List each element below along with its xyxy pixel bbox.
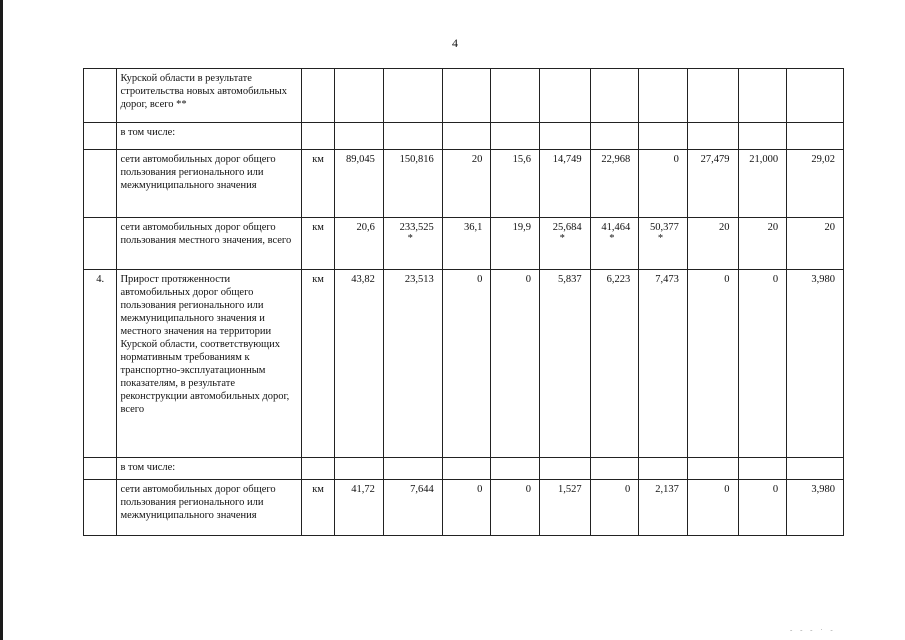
value-text: 15,6	[512, 154, 531, 165]
value-text: 50,377	[649, 222, 679, 233]
value-cell	[687, 150, 738, 218]
value-cell	[787, 150, 844, 218]
footnote-asterisk: *	[657, 233, 664, 244]
value-cell	[442, 150, 491, 218]
value-cell	[738, 458, 787, 480]
value-cell	[738, 480, 787, 536]
value-cell	[491, 458, 540, 480]
value-text: 20	[471, 154, 483, 165]
value-cell	[539, 458, 590, 480]
value-text: 29,02	[811, 154, 835, 165]
unit-cell: км	[301, 480, 334, 536]
value-cell	[738, 150, 787, 218]
value-cell	[383, 218, 442, 270]
table-row	[84, 123, 844, 150]
unit-cell	[301, 69, 334, 123]
value-text: 150,816	[399, 154, 434, 165]
table-row	[84, 458, 844, 480]
value-cell	[442, 458, 491, 480]
value-text: 20,6	[356, 222, 375, 233]
unit-cell: км	[301, 150, 334, 218]
value-cell	[639, 480, 688, 536]
footnote-asterisk: *	[609, 233, 615, 244]
table-row	[84, 218, 844, 270]
footnote-asterisk: *	[559, 233, 565, 244]
value-cell	[738, 270, 787, 458]
value-cell	[442, 69, 491, 123]
value-text: 0	[525, 484, 531, 495]
value-cell	[687, 69, 738, 123]
value-cell	[539, 123, 590, 150]
value-cell	[687, 123, 738, 150]
value-text: 3,980	[811, 274, 835, 285]
value-cell	[590, 270, 639, 458]
indicator-description-cell: в том числе:	[117, 458, 301, 480]
value-cell	[639, 69, 688, 123]
value-text: 6,223	[606, 274, 631, 285]
row-number-cell	[84, 69, 117, 123]
table-row	[84, 150, 844, 218]
row-number-cell	[84, 218, 117, 270]
scan-left-edge	[0, 0, 3, 640]
value-text: 0	[772, 484, 779, 495]
row-number-cell	[84, 123, 117, 150]
value-cell	[787, 218, 844, 270]
value-cell	[539, 218, 590, 270]
value-cell	[442, 123, 491, 150]
value-cell	[639, 218, 688, 270]
value-text: 22,968	[601, 154, 631, 165]
value-cell	[335, 123, 384, 150]
unit-cell: км	[301, 270, 334, 458]
value-cell	[590, 123, 639, 150]
value-cell	[590, 480, 639, 536]
scan-artifact: - - - · -	[790, 626, 836, 634]
row-number-cell: 4.	[84, 270, 117, 458]
value-text: 0	[673, 154, 679, 165]
value-cell	[787, 123, 844, 150]
value-text: 3,980	[811, 484, 835, 495]
value-text: 1,527	[557, 484, 582, 495]
value-cell	[442, 270, 491, 458]
value-cell	[639, 123, 688, 150]
value-text: 43,82	[351, 274, 375, 285]
value-text: 36,1	[463, 222, 483, 233]
value-text: 0	[724, 274, 730, 285]
value-cell	[639, 150, 688, 218]
value-cell	[787, 270, 844, 458]
value-cell	[335, 218, 384, 270]
indicators-table	[83, 68, 844, 536]
value-text: 0	[624, 484, 631, 495]
value-cell	[738, 123, 787, 150]
value-text: 7,644	[410, 484, 434, 495]
value-cell	[539, 480, 590, 536]
indicator-description-cell: в том числе:	[117, 123, 301, 150]
value-cell	[491, 218, 540, 270]
value-cell	[383, 458, 442, 480]
page-number: 4	[452, 36, 458, 50]
value-cell	[590, 69, 639, 123]
value-text: 20	[767, 222, 779, 233]
value-text: 23,513	[404, 274, 434, 285]
value-text: 5,837	[557, 274, 582, 285]
value-cell	[539, 69, 590, 123]
value-cell	[491, 123, 540, 150]
value-cell	[687, 270, 738, 458]
value-cell	[590, 458, 639, 480]
value-text: 233,525	[399, 222, 434, 233]
value-cell	[335, 69, 384, 123]
value-cell	[491, 69, 540, 123]
value-cell	[787, 458, 844, 480]
value-cell	[383, 150, 442, 218]
value-text: 2,137	[655, 484, 679, 495]
value-cell	[491, 150, 540, 218]
value-cell	[383, 270, 442, 458]
value-text: 7,473	[655, 274, 679, 285]
indicator-description-cell: Прирост протяженности автомобильных дорог общего пользования регионального или межмуниципального значения и местного значения на территории Курской области, соответствующих нормативным требованиям к транспортно-эксплуатационным показателям, в результате реконструкции автомобильных дорог, всего	[117, 270, 301, 458]
value-text: 41,72	[351, 484, 375, 495]
unit-cell	[301, 123, 334, 150]
value-text: 41,464	[601, 222, 631, 233]
value-text: 27,479	[700, 154, 730, 165]
value-cell	[442, 218, 491, 270]
value-cell	[687, 458, 738, 480]
indicator-description-cell: сети автомобильных дорог общего пользования местного значения, всего	[117, 218, 301, 270]
value-text: 0	[477, 274, 483, 285]
value-cell	[335, 270, 384, 458]
table-row	[84, 69, 844, 123]
footnote-asterisk: *	[407, 233, 413, 244]
indicator-description-cell: Курской области в результате строительства новых автомобильных дорог, всего **	[117, 69, 301, 123]
row-number-cell	[84, 150, 117, 218]
value-text: 20	[719, 222, 730, 233]
value-cell	[383, 69, 442, 123]
value-cell	[539, 270, 590, 458]
value-cell	[787, 480, 844, 536]
table-body	[84, 69, 844, 536]
unit-cell	[301, 458, 334, 480]
value-cell	[383, 480, 442, 536]
value-text: 0	[477, 484, 483, 495]
value-cell	[335, 458, 384, 480]
value-cell	[639, 458, 688, 480]
row-number-cell	[84, 480, 117, 536]
indicator-description-cell: сети автомобильных дорог общего пользования регионального или межмуниципального значения	[117, 480, 301, 536]
table-row	[84, 270, 844, 458]
value-cell	[335, 150, 384, 218]
value-cell	[590, 150, 639, 218]
value-cell	[787, 69, 844, 123]
value-cell	[383, 123, 442, 150]
value-text: 21,000	[749, 154, 779, 165]
value-cell	[687, 218, 738, 270]
row-number-cell	[84, 458, 117, 480]
value-cell	[491, 480, 540, 536]
value-text: 89,045	[346, 154, 375, 165]
value-cell	[738, 218, 787, 270]
value-text: 25,684	[552, 222, 582, 233]
value-text: 14,749	[552, 154, 582, 165]
value-cell	[335, 480, 384, 536]
value-cell	[442, 480, 491, 536]
value-cell	[491, 270, 540, 458]
value-text: 19,9	[512, 222, 531, 233]
indicator-description-cell: сети автомобильных дорог общего пользования регионального или межмуниципального значения	[117, 150, 301, 218]
value-cell	[639, 270, 688, 458]
value-text: 20	[824, 222, 835, 233]
table-row	[84, 480, 844, 536]
value-cell	[738, 69, 787, 123]
value-text: 0	[525, 274, 531, 285]
value-text: 0	[724, 484, 730, 495]
value-cell	[590, 218, 639, 270]
value-cell	[539, 150, 590, 218]
value-cell	[687, 480, 738, 536]
unit-cell: км	[301, 218, 334, 270]
value-text: 0	[772, 274, 779, 285]
